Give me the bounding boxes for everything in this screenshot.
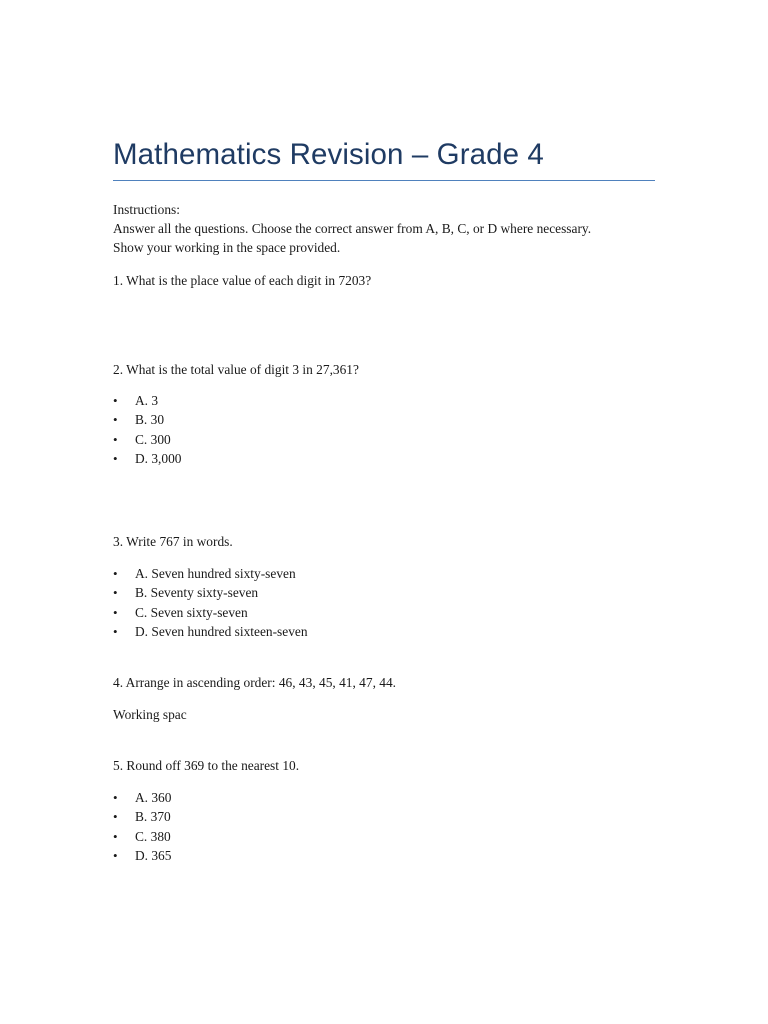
bullet-icon: • [113, 393, 118, 408]
option-item [113, 807, 171, 826]
option-label: D. 365 [135, 847, 172, 863]
bullet-icon: • [113, 604, 118, 620]
option-label: A. 360 [135, 790, 172, 805]
option-label: D. 3,000 [135, 450, 182, 466]
working-space-label: Working spac [113, 707, 187, 722]
instructions-heading: Instructions: [113, 202, 180, 217]
option-item [113, 846, 171, 865]
bullet-icon: • [113, 790, 118, 805]
option-label: B. 30 [135, 412, 165, 428]
bullet-icon: • [113, 431, 118, 447]
option-item [113, 564, 308, 583]
option-item [113, 788, 171, 807]
question-3: 3. Write 767 in words. [113, 534, 233, 549]
option-item [113, 391, 182, 410]
title-underline [113, 180, 655, 181]
bullet-icon: • [113, 828, 118, 844]
question-2-options [113, 391, 182, 468]
option-item [113, 449, 182, 468]
document-title: Mathematics Revision – Grade 4 [113, 138, 544, 171]
option-label: A. Seven hundred sixty-seven [135, 566, 296, 581]
instructions-line-1: Answer all the questions. Choose the correct answer from A, B, C, or D where necessary. [113, 221, 592, 236]
question-2: 2. What is the total value of digit 3 in 27,361? [113, 362, 359, 377]
option-label: A. 3 [135, 393, 159, 408]
question-3-options [113, 564, 308, 641]
option-label: D. Seven hundred sixteen-seven [135, 623, 308, 639]
instructions-line-2: Show your working in the space provided. [113, 240, 341, 255]
option-item [113, 410, 182, 429]
option-item [113, 430, 182, 449]
question-4: 4. Arrange in ascending order: 46, 43, 45, 41, 47, 44. [113, 675, 397, 690]
option-label: C. 380 [135, 828, 171, 844]
question-5: 5. Round off 369 to the nearest 10. [113, 758, 300, 773]
bullet-icon: • [113, 847, 118, 863]
bullet-icon: • [113, 566, 118, 581]
question-1: 1. What is the place value of each digit in 7203? [113, 273, 372, 288]
option-label: B. 370 [135, 809, 171, 825]
option-item [113, 622, 308, 641]
option-label: C. 300 [135, 431, 171, 447]
option-item [113, 603, 308, 622]
option-label: B. Seventy sixty-seven [135, 585, 259, 601]
bullet-icon: • [113, 585, 118, 601]
option-item [113, 827, 171, 846]
bullet-icon: • [113, 809, 118, 825]
question-5-options [113, 788, 171, 865]
option-item [113, 583, 308, 602]
bullet-icon: • [113, 450, 118, 466]
option-label: C. Seven sixty-seven [135, 604, 248, 620]
bullet-icon: • [113, 412, 118, 428]
bullet-icon: • [113, 623, 118, 639]
